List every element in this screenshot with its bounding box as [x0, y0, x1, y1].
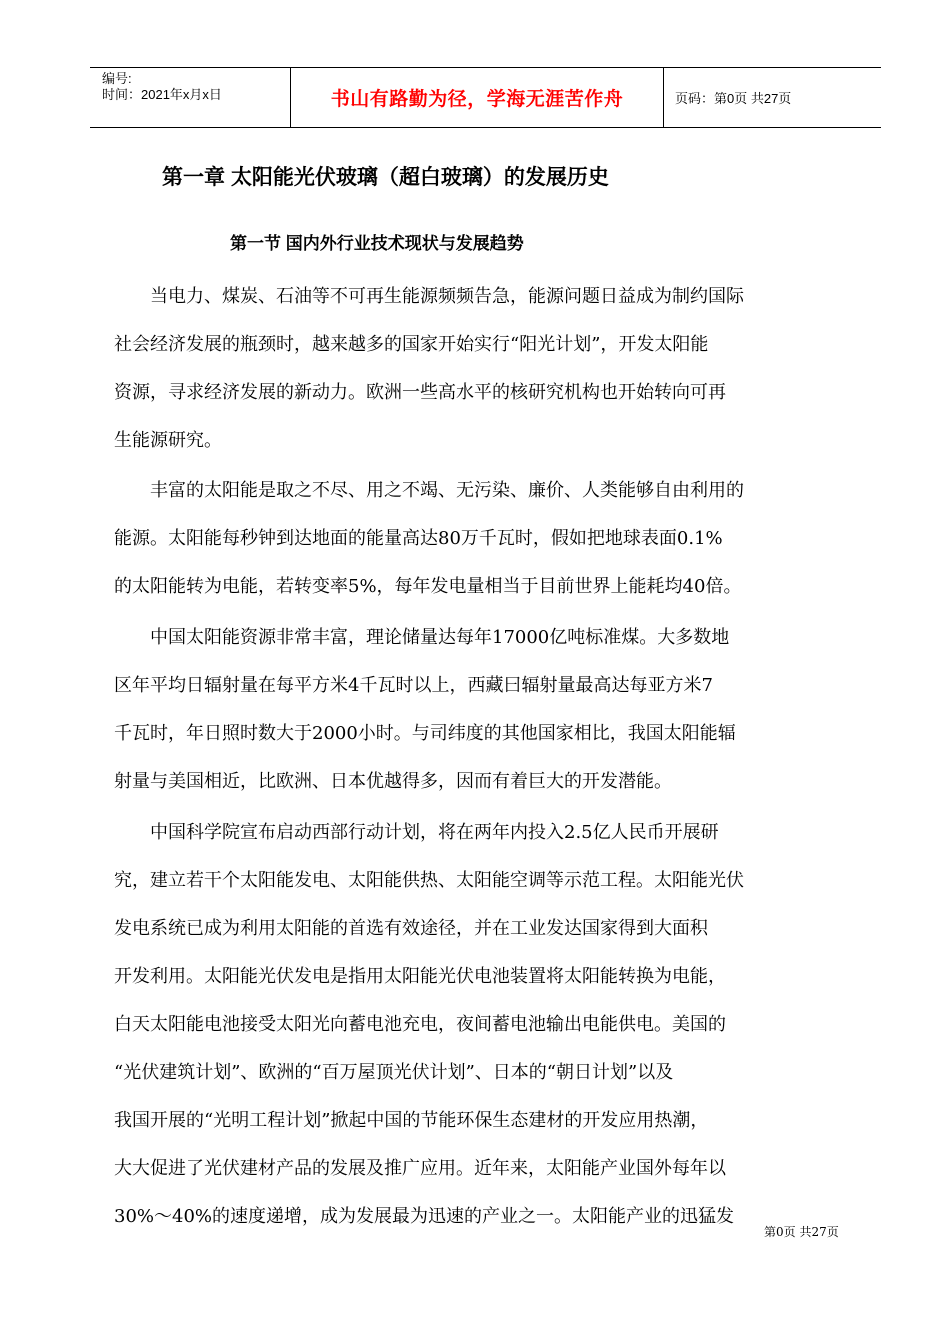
text-line: 能源。太阳能每秒钟到达地面的能量高达80万千瓦时，假如把地球表面0.1%: [114, 528, 723, 549]
text-line: 千瓦时，年日照时数大于2000小时。与司纬度的其他国家相比，我国太阳能辐: [114, 723, 736, 744]
text-line: 资源，寻求经济发展的新动力。欧洲一些高水平的核研究机构也开始转向可再: [114, 382, 726, 403]
page-footer: 第0页 共27页: [764, 1225, 839, 1239]
text-line: 生能源研究。: [114, 430, 222, 451]
paragraph-2: [114, 467, 834, 611]
text-line: 中国太阳能资源非常丰富，理论储量达每年17000亿吨标准煤。大多数地: [150, 627, 730, 648]
chapter-title: 第一章 太阳能光伏玻璃（超白玻璃）的发展历史: [162, 166, 609, 189]
text-line: 的太阳能转为电能，若转变率5%，每年发电量相当于目前世界上能耗均40倍。: [114, 576, 742, 597]
text-line: “光伏建筑计划”、欧洲的“百万屋顶光伏计划”、日本的“朝日计划”以及: [114, 1062, 674, 1083]
header-motto: 书山有路勤为径，学海无涯苦作舟: [291, 68, 664, 127]
header-page-info: 页码：第0页 共27页: [675, 91, 792, 106]
date-label: 时间：2021年x月x日: [102, 87, 222, 102]
text-line: 区年平均日辐射量在每平方米4千瓦时以上，西藏曰辐射量最高达每亚方米7: [114, 675, 713, 696]
number-label: 编号:: [102, 71, 132, 86]
section-title: 第一节 国内外行业技术现状与发展趋势: [230, 234, 524, 253]
text-line: 我国开展的“光明工程计划”掀起中国的节能环保生态建材的开发应用热潮，: [114, 1110, 709, 1131]
text-line: 发电系统已成为利用太阳能的首选有效途径，并在工业发达国家得到大面积: [114, 918, 708, 939]
text-line: 中国科学院宣布启动西部行动计划，将在两年内投入2.5亿人民币开展研: [150, 822, 719, 843]
text-line: 30%～40%的速度递增，成为发展最为迅速的产业之一。太阳能产业的迅猛发: [114, 1206, 735, 1227]
paragraph-4: [114, 809, 834, 1241]
page-header: [90, 67, 881, 128]
paragraph-3: [114, 614, 834, 806]
text-line: 当电力、煤炭、石油等不可再生能源频频告急，能源问题日益成为制约国际: [150, 286, 744, 307]
text-line: 大大促进了光伏建材产品的发展及推广应用。近年来，太阳能产业国外每年以: [114, 1158, 726, 1179]
header-meta-cell: [90, 68, 291, 127]
text-line: 丰富的太阳能是取之不尽、用之不竭、无污染、廉价、人类能够自由利用的: [150, 480, 744, 501]
paragraph-1: [114, 273, 834, 465]
text-line: 究，建立若干个太阳能发电、太阳能供热、太阳能空调等示范工程。太阳能光伏: [114, 870, 744, 891]
text-line: 射量与美国相近，比欧洲、日本优越得多，因而有着巨大的开发潜能。: [114, 771, 672, 792]
text-line: 开发利用。太阳能光伏发电是指用太阳能光伏电池装置将太阳能转换为电能，: [114, 966, 726, 987]
text-line: 白天太阳能电池接受太阳光向蓄电池充电，夜间蓄电池输出电能供电。美国的: [114, 1014, 726, 1035]
text-line: 社会经济发展的瓶颈时，越来越多的国家开始实行“阳光计划”，开发太阳能: [114, 334, 709, 355]
